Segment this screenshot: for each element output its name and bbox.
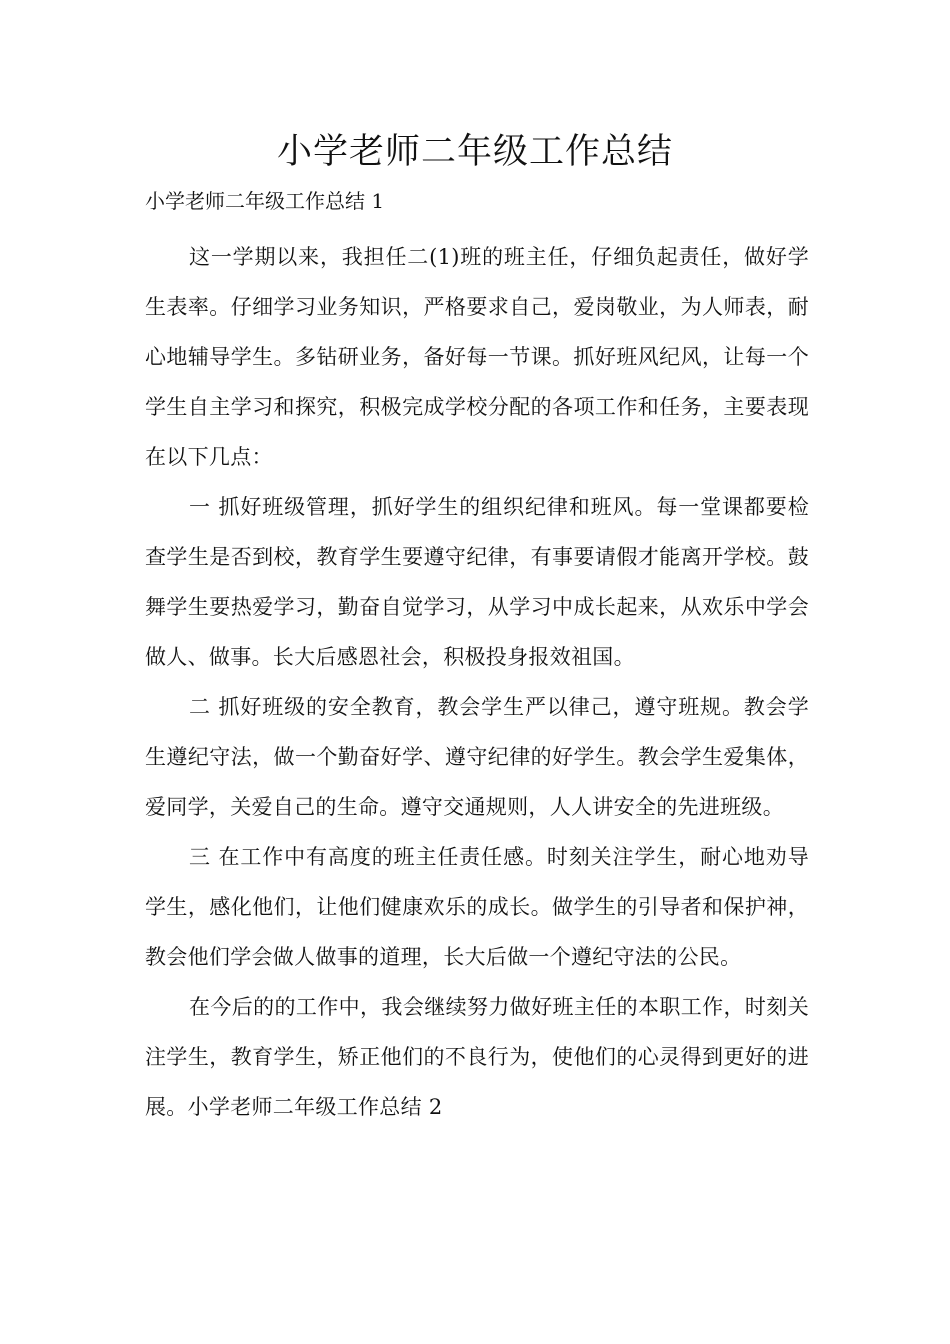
document-body bbox=[145, 232, 809, 1132]
document-title: 小学老师二年级工作总结 bbox=[276, 132, 673, 172]
paragraph-intro: 这一学期以来，我担任二(1)班的班主任，仔细负起责任，做好学生表率。仔细学习业务知识，严格要求自己，爱岗敬业，为人师表，耐心地辅导学生。多钻研业务，备好每一节课。抓好班风纪风，让每一个学生自主学习和探究，积极完成学校分配的各项工作和任务，主要表现在以下几点： bbox=[145, 245, 809, 469]
paragraph-point-one: 一 抓好班级管理，抓好学生的组织纪律和班风。每一堂课都要检查学生是否到校，教育学生要遵守纪律，有事要请假才能离开学校。鼓舞学生要热爱学习，勤奋自觉学习，从学习中成长起来，从欢乐中学会做人、做事。长大后感恩社会，积极投身报效祖国。 bbox=[145, 495, 809, 669]
paragraph-conclusion: 在今后的的工作中，我会继续努力做好班主任的本职工作，时刻关注学生，教育学生，矫正他们的不良行为，使他们的心灵得到更好的进展。小学老师二年级工作总结 2 bbox=[145, 995, 809, 1119]
paragraph-point-three: 三 在工作中有高度的班主任责任感。时刻关注学生，耐心地劝导学生，感化他们，让他们健康欢乐的成长。做学生的引导者和保护神，教会他们学会做人做事的道理，长大后做一个遵纪守法的公民。 bbox=[145, 845, 809, 969]
section-heading: 小学老师二年级工作总结 1 bbox=[145, 189, 385, 213]
paragraph-point-two: 二 抓好班级的安全教育，教会学生严以律己，遵守班规。教会学生遵纪守法，做一个勤奋好学、遵守纪律的好学生。教会学生爱集体，爱同学，关爱自己的生命。遵守交通规则，人人讲安全的先进班级。 bbox=[145, 695, 809, 819]
